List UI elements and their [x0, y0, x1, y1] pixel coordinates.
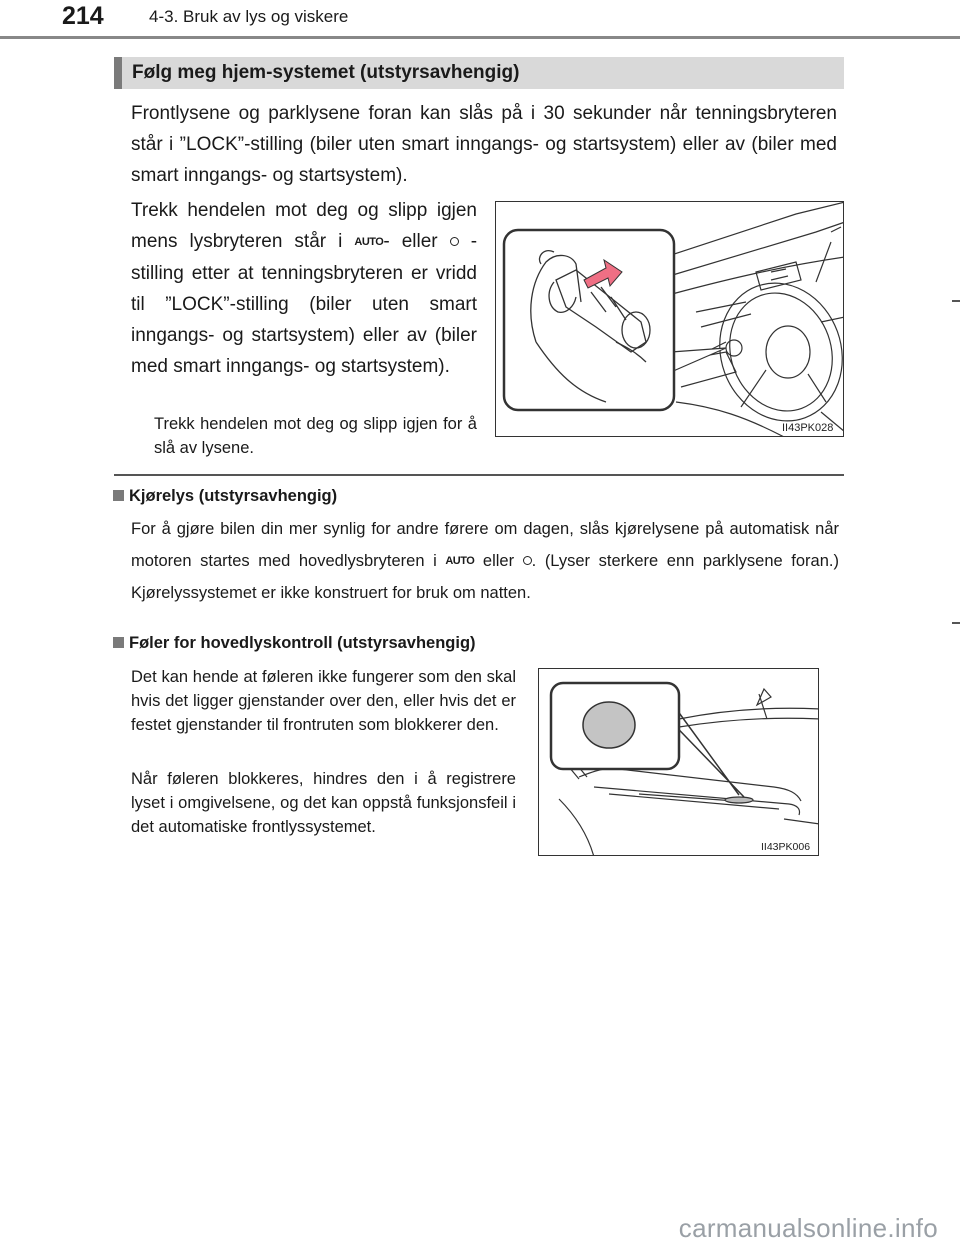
sensor-illustration [539, 669, 819, 856]
section-title: 4-3. Bruk av lys og viskere [149, 7, 349, 26]
sensor-paragraph-2: Når føleren blokkeres, hindres den i å registrere lyset i omgivelsene, og det kan oppstå funksjonsfeil i det automatiske frontlyssystemet. [131, 770, 516, 836]
lever-figure [495, 201, 844, 437]
headlight-icon [450, 237, 459, 246]
step-text-1: Trekk hendelen mot deg og slipp igjen mens lysbryteren står i [131, 200, 477, 252]
lever-illustration [496, 202, 844, 437]
sensor-heading [113, 634, 476, 653]
crop-mark [952, 300, 960, 302]
figure-label-2: II43PK006 [761, 841, 811, 853]
step-text-3: -stilling etter at tenningsbryteren er vridd til ”LOCK”-stilling (biler uten smart inngangs- og startsystem) eller av (biler med smart inngangs- og startsystem). [131, 231, 478, 377]
step-text-2: - eller [383, 231, 438, 252]
drl-text-2: eller [482, 552, 515, 570]
watermark: carmanualsonline.info [678, 1213, 938, 1243]
figure-label-1: II43PK028 [782, 422, 834, 434]
drl-text-3: . (Lyser sterkere enn parklysene foran.) Kjørelyssystemet er ikke konstruert for bruk om natten. [131, 552, 839, 602]
page-number: 214 [62, 2, 104, 30]
sensor-paragraph-1: Det kan hende at føleren ikke fungerer som den skal hvis det ligger gjenstander over den, eller hvis det er festet gjenstander til frontruten som blokkerer den. [131, 668, 516, 734]
intro-paragraph: Frontlysene og parklysene foran kan slås på i 30 sekunder når tenningsbryteren står i ”LOCK”-stilling (biler uten smart inngangs- og startsystem) eller av (biler med smart inngangs- og startsystem). [131, 103, 837, 186]
banner-title: Følg meg hjem-systemet (utstyrsavhengig) [132, 62, 520, 83]
bullet-square-icon [113, 490, 124, 501]
bullet-square-icon [113, 637, 124, 648]
step-paragraph [131, 195, 477, 382]
section-banner [114, 57, 844, 89]
auto-icon: AUTO [354, 236, 384, 248]
banner-accent-bar [114, 57, 122, 89]
sensor-heading-text: Føler for hovedlyskontroll (utstyrsavhengig) [129, 634, 476, 652]
drl-text-1: For å gjøre bilen din mer synlig for andre førere om dagen, slås kjørelysene på automatisk når motoren startes med hovedlysbryteren i [131, 520, 839, 570]
section-divider [114, 474, 844, 476]
step-note: Trekk hendelen mot deg og slipp igjen for å slå av lysene. [154, 415, 477, 457]
drl-paragraph [131, 513, 839, 609]
auto-icon: AUTO [445, 555, 475, 567]
drl-heading-text: Kjørelys (utstyrsavhengig) [129, 487, 338, 505]
crop-mark [952, 622, 960, 624]
header-rule [0, 36, 960, 39]
drl-heading [113, 487, 337, 506]
sensor-figure [538, 668, 819, 856]
headlight-icon [523, 556, 532, 565]
